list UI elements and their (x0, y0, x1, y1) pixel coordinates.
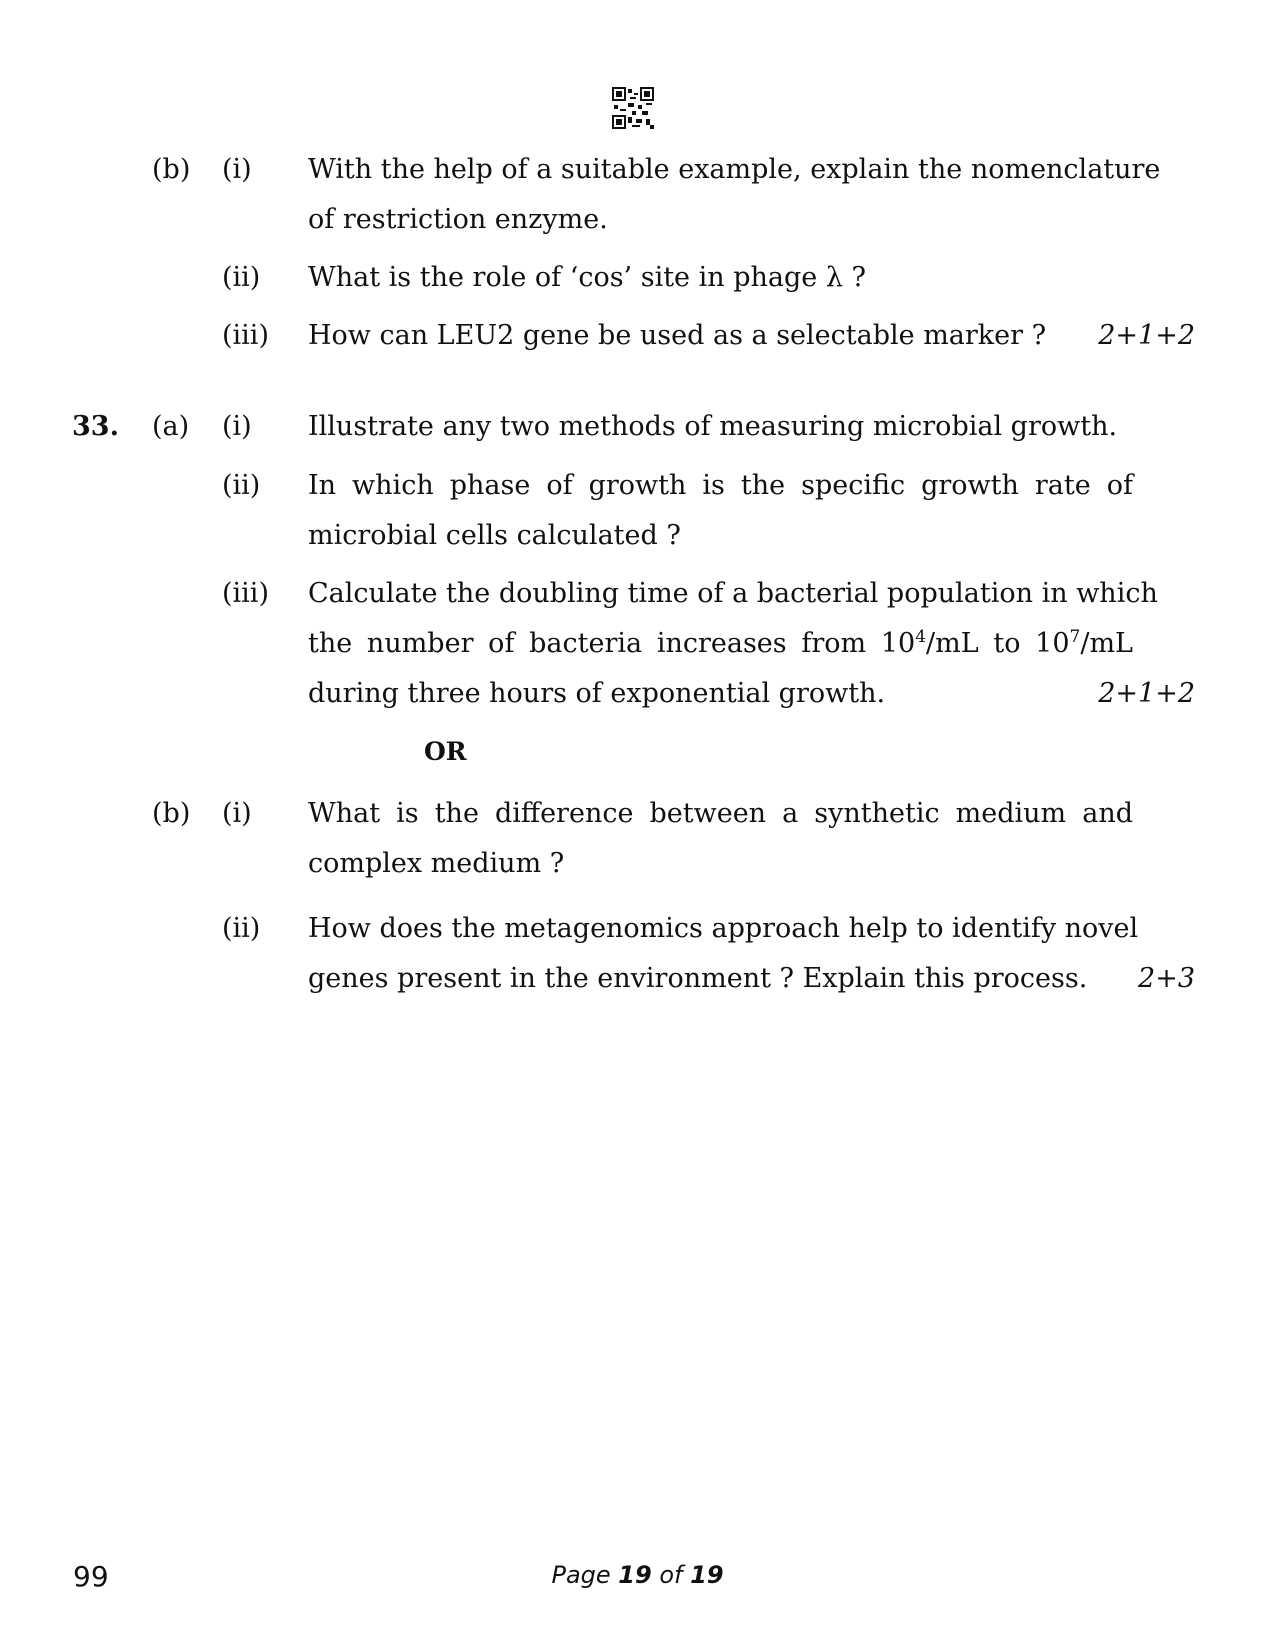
page-current: 19 (618, 1561, 652, 1589)
q33a-iii-line3: during three hours of exponential growth. (308, 678, 886, 709)
q33a-iii-exponent-1: 4 (915, 627, 927, 647)
q33b-label: (b) (152, 798, 191, 829)
q33a-iii-line2-mid: /mL to 10 (926, 628, 1070, 659)
q33b-ii-line1: How does the metagenomics approach help to identify novel (308, 913, 1139, 944)
q32b-i-num: (i) (222, 154, 252, 185)
q33a-iii-num: (iii) (222, 578, 269, 609)
q33a-iii-line2-prefix: the number of bacteria increases from 10 (308, 628, 916, 659)
q32b-iii-text: How can LEU2 gene be used as a selectable marker ? (308, 320, 1047, 351)
q32b-ii-text: What is the role of ‘cos’ site in phage λ ? (308, 262, 867, 293)
q33a-ii-num: (ii) (222, 470, 261, 501)
q32b-i-line2: of restriction enzyme. (308, 204, 608, 235)
q33a-ii-line1: In which phase of growth is the specific growth rate of (308, 470, 1133, 501)
page-word: Page (551, 1561, 611, 1589)
q33b-ii-line2: genes present in the environment ? Explain this process. (308, 963, 1088, 994)
q33a-iii-exponent-2: 7 (1069, 627, 1081, 647)
q33b-i-line2: complex medium ? (308, 848, 565, 879)
q33a-ii-line2: microbial cells calculated ? (308, 520, 681, 551)
q33a-marks: 2+1+2 (1098, 678, 1195, 709)
q33a-iii-line1: Calculate the doubling time of a bacterial population in which (308, 578, 1158, 609)
q33a-label: (a) (152, 411, 190, 442)
of-word: of (659, 1561, 683, 1589)
q33b-i-num: (i) (222, 798, 252, 829)
page-number (0, 1561, 1275, 1589)
q33a-iii-line2-suffix: /mL (1080, 628, 1133, 659)
q33-number: 33. (72, 411, 119, 442)
page-total: 19 (690, 1561, 724, 1589)
q33a-i-text: Illustrate any two methods of measuring microbial growth. (308, 411, 1118, 442)
qr-code-icon (612, 87, 654, 129)
q32b-label: (b) (152, 154, 191, 185)
q32b-ii-num: (ii) (222, 262, 261, 293)
q32b-i-line1: With the help of a suitable example, explain the nomenclature (308, 154, 1161, 185)
q32b-marks: 2+1+2 (1098, 320, 1195, 351)
q33b-i-line1: What is the difference between a synthetic medium and (308, 798, 1133, 829)
q33b-ii-num: (ii) (222, 913, 261, 944)
q33a-iii-line2 (308, 627, 1133, 661)
paper-code: 99 (73, 1560, 109, 1593)
q32b-iii-num: (iii) (222, 320, 269, 351)
q33b-marks: 2+3 (1138, 963, 1195, 994)
or-separator: OR (424, 737, 467, 766)
q33a-i-num: (i) (222, 411, 252, 442)
